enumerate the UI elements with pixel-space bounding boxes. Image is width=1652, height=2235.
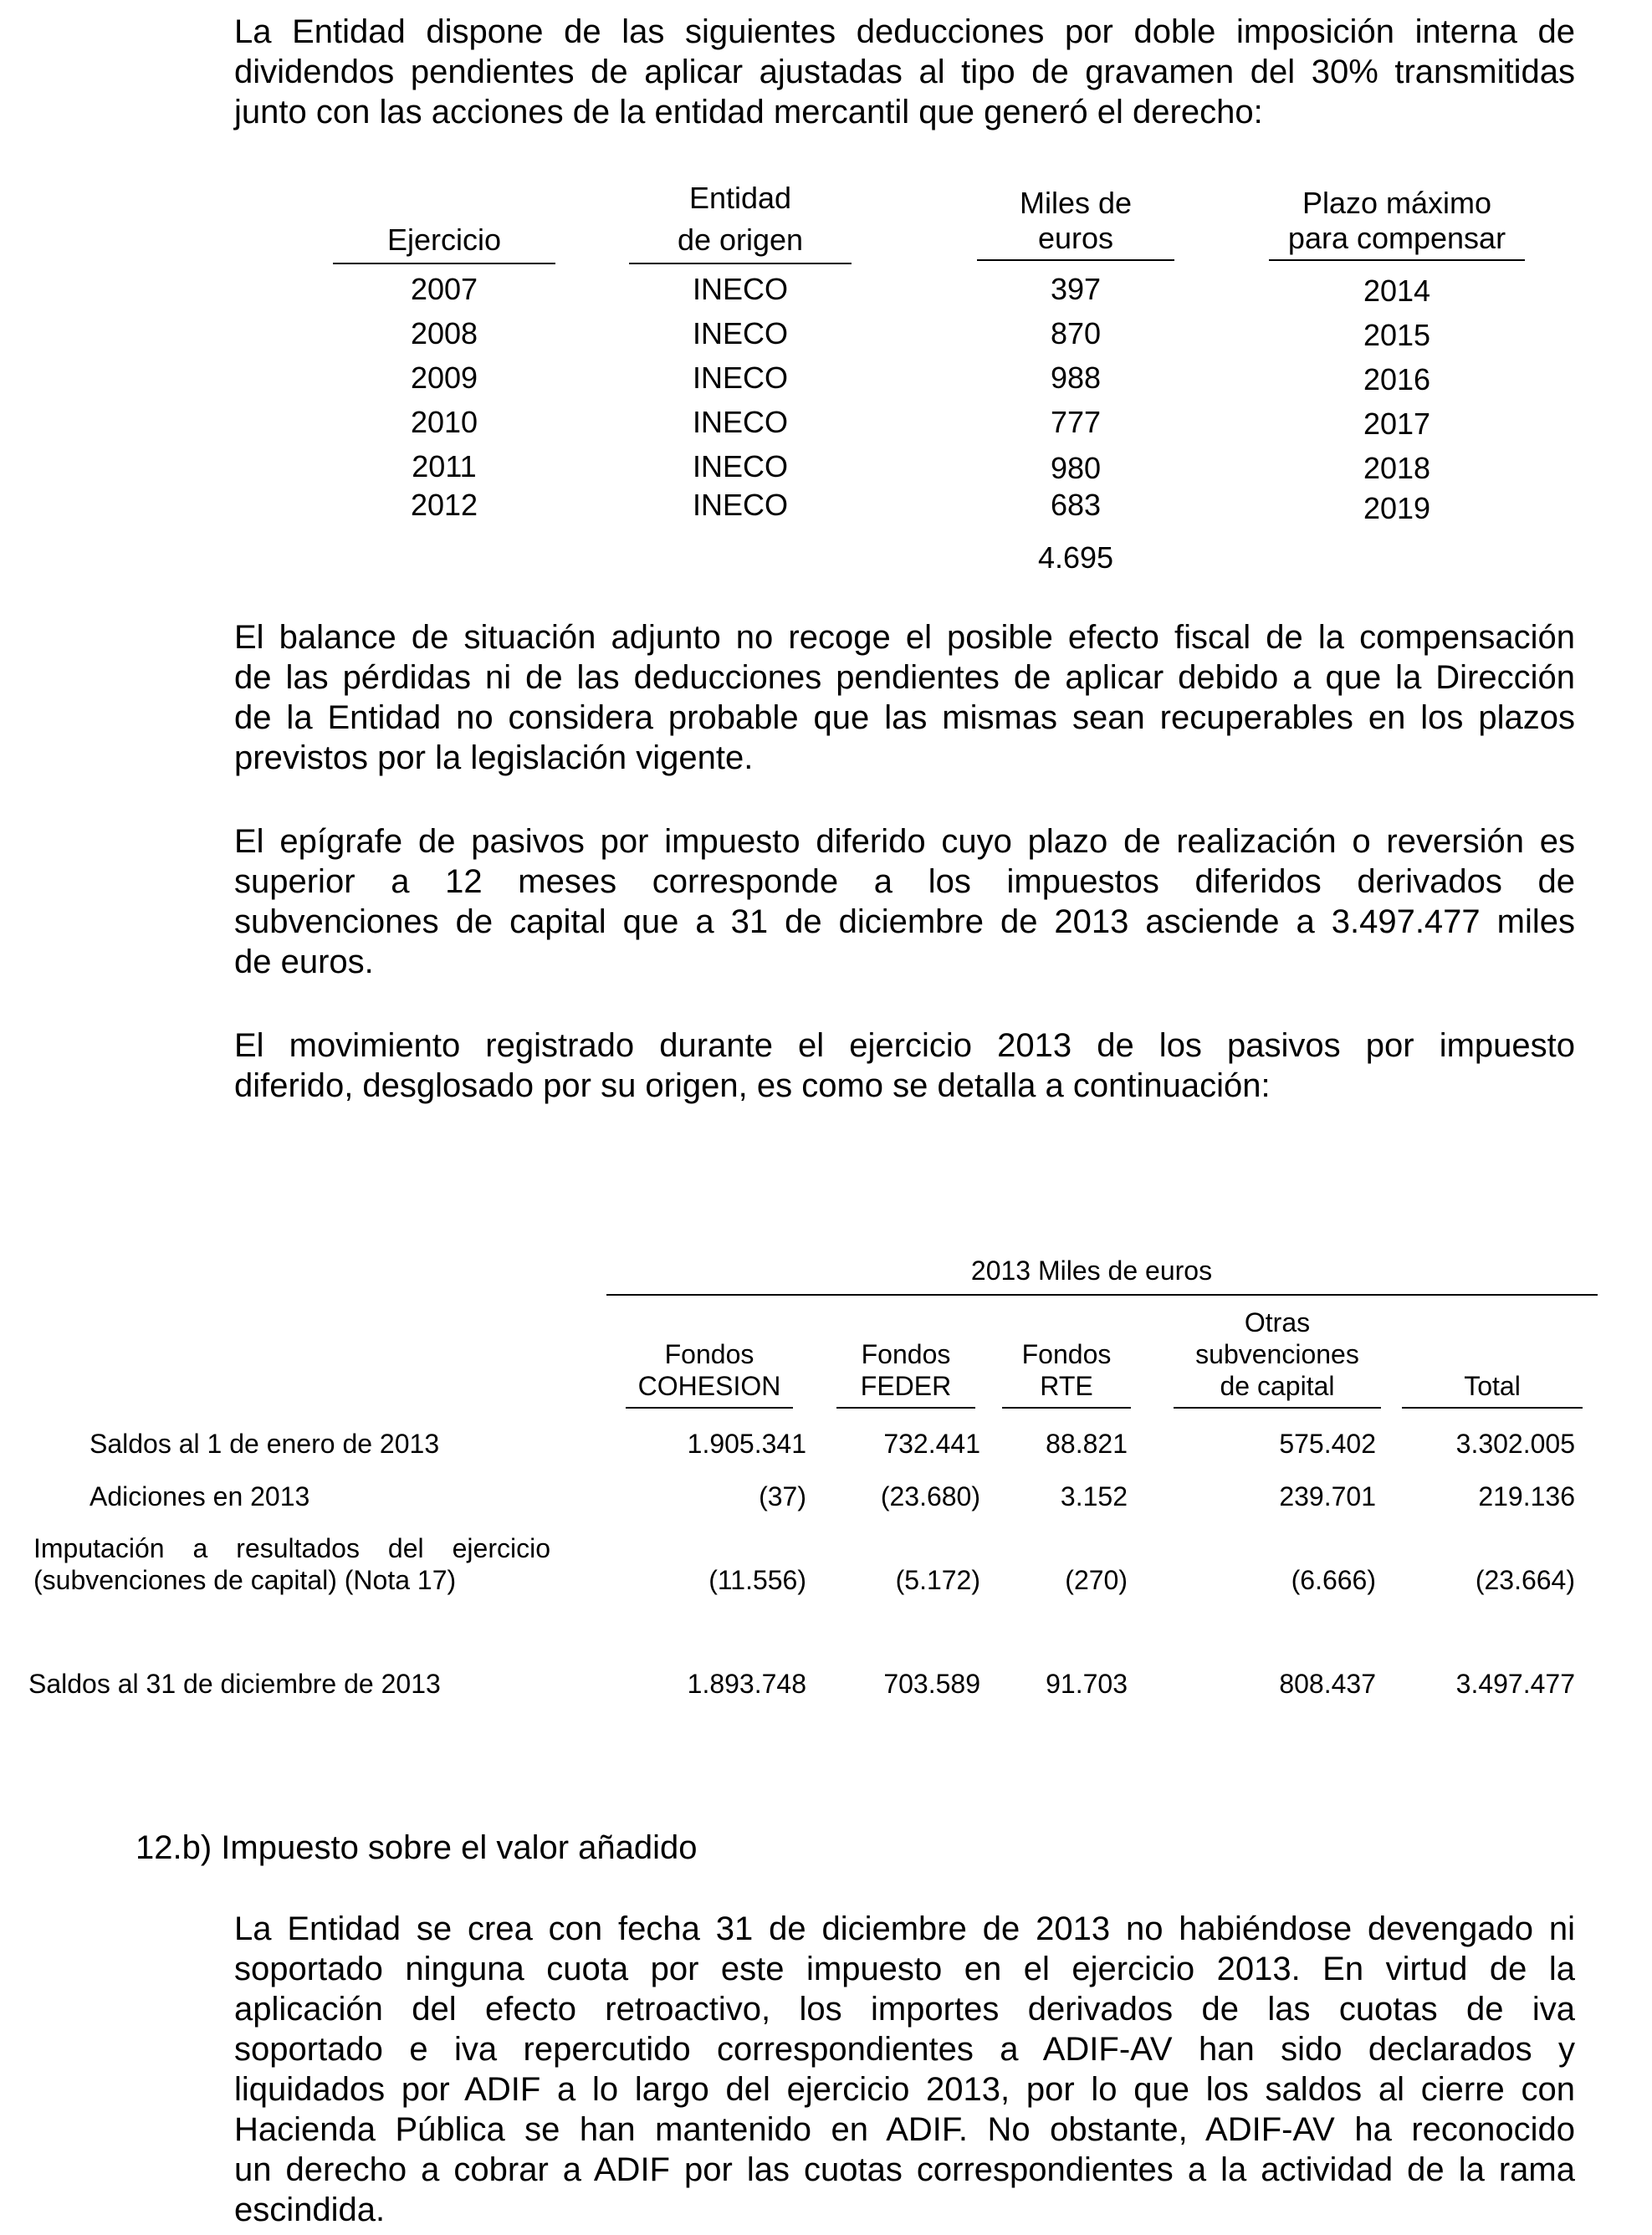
text-line: de la Entidad no considera probable que las mismas sean recuperables en los plazos (234, 699, 1575, 736)
row-label-line2: (subvenciones de capital) (Nota 17) (33, 1565, 457, 1595)
text-line: un derecho a cobrar a ADIF por las cuotas correspondientes a la actividad de la rama (234, 2151, 1575, 2188)
cell-otras: 808.437 (1279, 1669, 1376, 1699)
super-header: 2013 Miles de euros (970, 1256, 1213, 1286)
cell-otras: (6.666) (1291, 1565, 1376, 1595)
row-label: Saldos al 31 de diciembre de 2013 (28, 1669, 441, 1699)
paragraph-movimiento (234, 1025, 1575, 1106)
cell-miles: 870 (1050, 316, 1102, 350)
text-line: El movimiento registrado durante el ejercicio 2013 de los pasivos por impuesto (234, 1027, 1575, 1064)
section-heading: 12.b) Impuesto sobre el valor añadido (136, 1829, 698, 1866)
text-line: El balance de situación adjunto no recoge el posible efecto fiscal de la compensación (234, 619, 1575, 656)
cell-entidad: INECO (692, 316, 788, 350)
header-ejercicio: Ejercicio (386, 222, 502, 257)
cell-rte: 88.821 (1046, 1429, 1128, 1459)
cell-ejercicio: 2010 (410, 405, 478, 439)
cell-miles: 980 (1050, 451, 1102, 485)
header-plazo-line1: Plazo máximo (1302, 186, 1492, 220)
text-line: Hacienda Pública se han mantenido en ADIF. No obstante, ADIF-AV ha reconocido (234, 2111, 1575, 2148)
cell-entidad: INECO (692, 449, 788, 483)
header-miles-line1: Miles de (1019, 186, 1133, 220)
cell-miles: 988 (1050, 361, 1102, 395)
col-header-line1: Otras (1244, 1307, 1311, 1337)
text-line: aplicación del efecto retroactivo, los importes derivados de las cuotas de iva (234, 1991, 1575, 2028)
header-rule (629, 263, 852, 264)
cell-miles: 683 (1050, 488, 1102, 522)
cell-cohesion: (37) (759, 1481, 806, 1511)
cell-cohesion: 1.893.748 (687, 1669, 806, 1699)
col-header-rule (626, 1407, 793, 1409)
cell-feder: 703.589 (883, 1669, 980, 1699)
intro-paragraph (234, 12, 1575, 132)
text-line: La Entidad dispone de las siguientes deducciones por doble imposición interna de (234, 13, 1575, 50)
paragraph-balance (234, 617, 1575, 778)
cell-plazo: 2019 (1363, 491, 1431, 525)
text-line: La Entidad se crea con fecha 31 de diciembre de 2013 no habiéndose devengado ni (234, 1910, 1575, 1947)
text-line: soportado e iva repercutido correspondientes a ADIF-AV han sido declarados y (234, 2031, 1575, 2068)
text-line: de las pérdidas ni de las deducciones pendientes de aplicar debido a que la Dirección (234, 659, 1575, 696)
col-header-rule (836, 1407, 975, 1409)
text-line: liquidados por ADIF a lo largo del ejercicio 2013, por lo que los saldos al cierre con (234, 2071, 1575, 2108)
paragraph-iva (234, 1909, 1575, 2230)
col-header-rule (1402, 1407, 1583, 1409)
cell-cohesion: 1.905.341 (687, 1429, 806, 1459)
col-header-line3: FEDER (860, 1371, 952, 1401)
cell-entidad: INECO (692, 405, 788, 439)
header-rule (333, 263, 555, 264)
header-miles-line2: euros (1037, 221, 1114, 255)
col-header-rule (1174, 1407, 1381, 1409)
text-line: escindida. (234, 2192, 386, 2228)
header-rule (977, 259, 1174, 261)
text-line: junto con las acciones de la entidad mercantil que generó el derecho: (234, 94, 1263, 130)
cell-ejercicio: 2009 (410, 361, 478, 395)
cell-ejercicio: 2007 (410, 272, 478, 306)
cell-plazo: 2014 (1363, 274, 1431, 308)
row-label-line1: Imputación a resultados del ejercicio (33, 1533, 550, 1563)
cell-plazo: 2018 (1363, 451, 1431, 485)
cell-entidad: INECO (692, 488, 788, 522)
cell-miles: 397 (1050, 272, 1102, 306)
cell-entidad: INECO (692, 361, 788, 395)
col-header-line2: Fondos (861, 1339, 951, 1369)
paragraph-pasivos (234, 821, 1575, 982)
text-line: dividendos pendientes de aplicar ajustadas al tipo de gravamen del 30% transmitidas (234, 54, 1575, 90)
text-line: soportado ninguna cuota por este impuesto en el ejercicio 2013. En virtud de la (234, 1951, 1575, 1987)
cell-ejercicio: 2008 (410, 316, 478, 350)
cell-entidad: INECO (692, 272, 788, 306)
cell-miles: 777 (1050, 405, 1102, 439)
col-header-line2: Fondos (1021, 1339, 1112, 1369)
cell-rte: 91.703 (1046, 1669, 1128, 1699)
col-header-line2: Fondos (664, 1339, 754, 1369)
cell-ejercicio: 2011 (412, 449, 477, 483)
cell-feder: (5.172) (895, 1565, 980, 1595)
cell-plazo: 2015 (1363, 318, 1431, 352)
cell-feder: 732.441 (883, 1429, 980, 1459)
cell-ejercicio: 2012 (410, 488, 478, 522)
cell-total: (23.664) (1475, 1565, 1575, 1595)
row-label: Saldos al 1 de enero de 2013 (90, 1429, 440, 1459)
cell-total: 3.302.005 (1455, 1429, 1575, 1459)
row-label: Adiciones en 2013 (90, 1481, 310, 1511)
text-line: superior a 12 meses corresponde a los impuestos diferidos derivados de (234, 863, 1575, 900)
col-header-line3: COHESION (637, 1371, 781, 1401)
header-entidad-line1: Entidad (688, 181, 792, 215)
cell-otras: 239.701 (1279, 1481, 1376, 1511)
text-line: subvenciones de capital que a 31 de diciembre de 2013 asciende a 3.497.477 miles (234, 903, 1575, 940)
cell-total: 3.497.477 (1455, 1669, 1575, 1699)
header-plazo-line2: para compensar (1287, 221, 1506, 255)
cell-cohesion: (11.556) (708, 1565, 806, 1595)
cell-otras: 575.402 (1279, 1429, 1376, 1459)
text-line: diferido, desglosado por su origen, es como se detalla a continuación: (234, 1067, 1271, 1104)
total-value: 4.695 (1037, 540, 1114, 575)
col-header-line3: Total (1464, 1371, 1521, 1401)
text-line: El epígrafe de pasivos por impuesto diferido cuyo plazo de realización o reversión es (234, 823, 1575, 860)
header-entidad-line2: de origen (677, 222, 804, 257)
cell-feder: (23.680) (880, 1481, 980, 1511)
cell-rte: 3.152 (1060, 1481, 1128, 1511)
col-header-line3: RTE (1040, 1371, 1093, 1401)
cell-plazo: 2016 (1363, 362, 1431, 396)
col-header-line3: de capital (1220, 1371, 1335, 1401)
cell-rte: (270) (1065, 1565, 1128, 1595)
col-header-rule (1002, 1407, 1131, 1409)
text-line: de euros. (234, 944, 374, 980)
cell-plazo: 2017 (1363, 407, 1431, 441)
text-line: previstos por la legislación vigente. (234, 739, 754, 776)
cell-total: 219.136 (1478, 1481, 1575, 1511)
super-header-rule (606, 1294, 1598, 1296)
col-header-line2: subvenciones (1195, 1339, 1359, 1369)
header-rule (1269, 259, 1525, 261)
